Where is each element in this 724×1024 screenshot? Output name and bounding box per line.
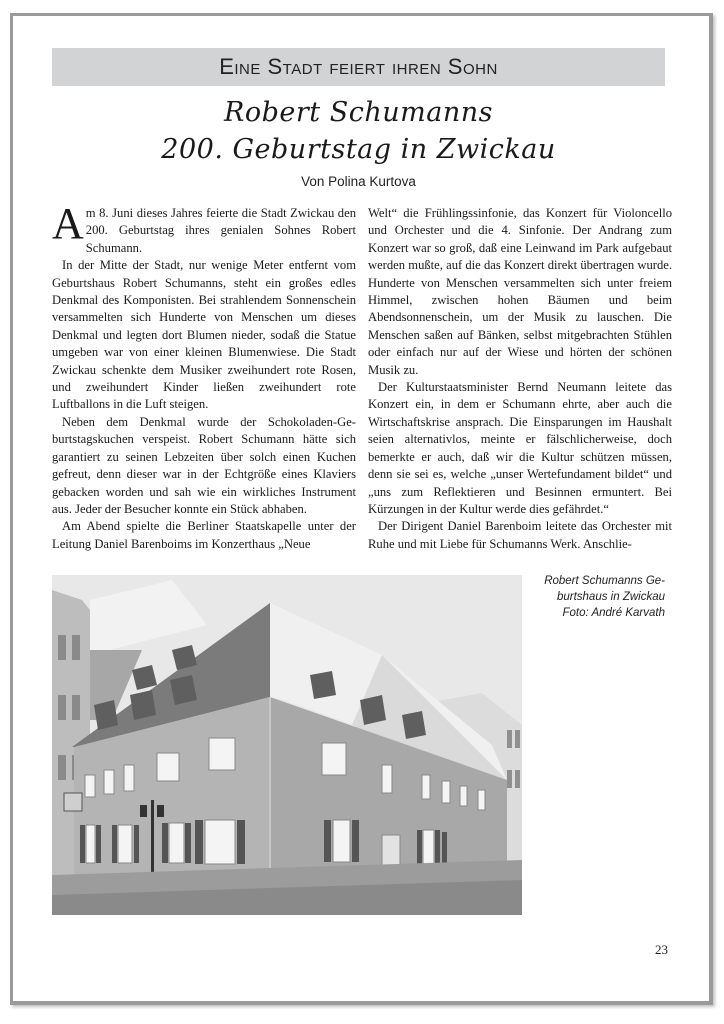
page-number: 23 (655, 942, 668, 957)
byline: Von Polina Kurtova (301, 174, 416, 189)
section-title: Eine Stadt feiert ihren Sohn (219, 54, 498, 79)
photo-schumann-birthplace (52, 575, 522, 915)
photo-caption (525, 573, 665, 621)
paragraph: Der Kulturstaatsminister Bernd Neumann leitete das Konzert ein, in dem er Schumann ehrte, aber auch die Wirtschaftskrise ansprach. Die Einsparungen im Haushalt seien alternativlos, meinte er fälschlicherweise, doch bemerkte er auch, daß wir die Kultur schützen müssen, denn sie sei es, welche „unser Wertefundament bildet“ und „uns zum Reflektieren und Besinnen ermuntert. Bei Kürzungen in der Kultur werde dies gefährdet.“ (368, 380, 672, 516)
caption-line: burtshaus in Zwickau (556, 591, 665, 603)
paragraph: Am 8. Juni dieses Jahres feierte die Stadt Zwickau den 200. Geburtstag ihres genialen Sohnes Robert Schumann. (52, 199, 356, 255)
left-column (52, 199, 356, 553)
paragraph: Am Abend spielte die Berliner Staatskapelle unter der Leitung Daniel Barenboims im Konzerthaus „Neue (52, 519, 356, 551)
paragraph: Der Dirigent Daniel Barenboim leitete das Orchester mit Ruhe und mit Liebe für Schumanns Werk. Anschlie- (368, 519, 672, 551)
paragraph: Welt“ die Frühlingssinfonie, das Konzert für Violoncello und Orchester und die 4. Sinfonie. Der Andrang zum Konzert war so groß, daß eine Leinwand im Park aufgebaut werden mußte, auf die das Konzert direkt übertragen wurde. Hunderte von Menschen versammelten sich unter freiem Himmel, zwischen hohen Bäumen und beim Abendsonnenschein, um der Musik zu lauschen. Die Menschen saßen auf Bänken, selbst mitgebrachten Stühlen oder einfach nur auf der Wiese und hörten der schönen Musik zu. (368, 206, 672, 377)
section-header (52, 48, 665, 86)
right-column (368, 205, 672, 553)
caption-line: Robert Schumanns Ge- (544, 575, 665, 587)
photo-credit: Foto: André Karvath (562, 607, 665, 619)
drop-cap: A (52, 199, 84, 248)
paragraph: Neben dem Denkmal wurde der Schokoladen-Geburtstagskuchen verspeist. Robert Schumann hätte sich garantiert zu seinen Lebzeiten über solch einen Kuchen gefreut, denn dieser war in der Echtgröße eines Klaviers gebacken worden und sah wie ein wirkliches Instrument aus. Jeder der Besucher konnte ein Stück abhaben. (52, 414, 356, 516)
article-title-line-2: 200. Geburtstag in Zwickau (161, 134, 556, 165)
paragraph: In der Mitte der Stadt, nur wenige Meter entfernt vom Geburtshaus Robert Schumanns, steht ein großes edles Denkmal des Komponisten. Bei strahlendem Sonnenschein versammelten sich Hunderte von Menschen um dieses Denkmal und legten dort Blumen nieder, sodaß die Statue umgeben war von einer kleinen Blumenwiese. Die Stadt Zwickau schenkte dem Musiker zweihundert rote Rosen, und zweihundert Kinder ließen zweihundert rote Luftballons in die Luft steigen. (52, 258, 356, 412)
article-title-line-1: Robert Schumanns (224, 97, 493, 128)
building-photo-illustration (52, 575, 522, 915)
